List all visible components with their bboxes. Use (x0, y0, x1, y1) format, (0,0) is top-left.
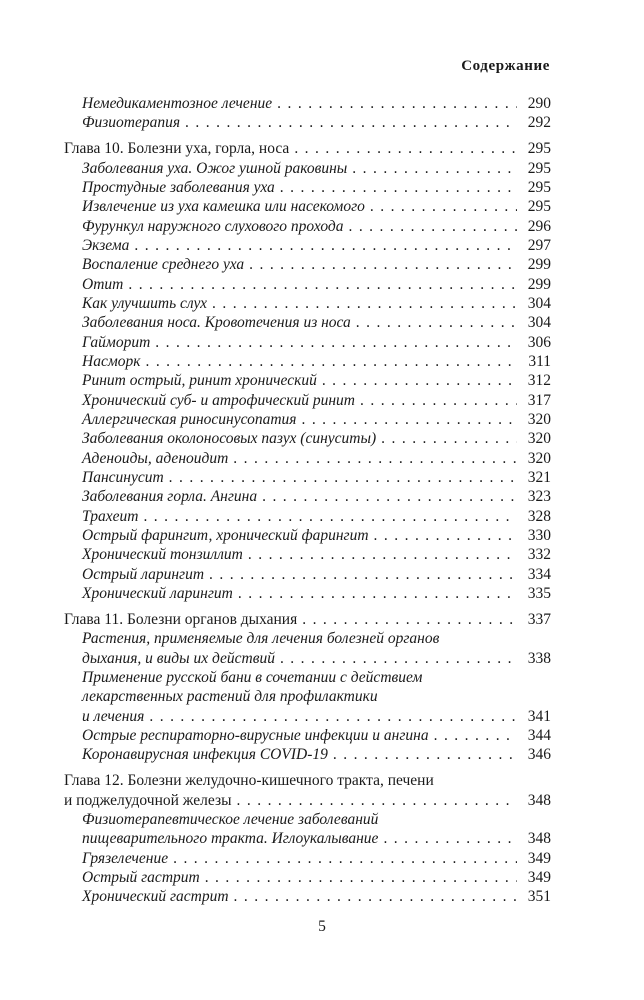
entry-title: лекарственных растений для профилактики (82, 688, 378, 706)
toc-subentry[interactable] (64, 294, 551, 313)
toc-subentry[interactable] (64, 410, 551, 429)
toc-subentry[interactable] (64, 429, 551, 448)
entry-page-number: 346 (527, 746, 551, 764)
leader-dots (150, 333, 517, 352)
toc-subentry[interactable] (64, 159, 551, 178)
leader-dots (289, 139, 517, 158)
toc-subentry[interactable] (64, 217, 551, 236)
entry-title: Применение русской бани в сочетании с действием (82, 668, 423, 686)
toc-section (64, 610, 551, 765)
leader-dots (244, 255, 517, 274)
entry-page-number: 334 (527, 565, 551, 583)
toc-subentry[interactable] (64, 565, 551, 584)
entry-page-number: 304 (527, 314, 551, 332)
entry-page-number: 292 (527, 114, 551, 132)
toc-subentry[interactable] (64, 391, 551, 410)
entry-title: Хронический гастрит (82, 888, 229, 906)
entry-page-number: 320 (527, 449, 551, 467)
leader-dots (229, 887, 517, 906)
leader-dots (347, 159, 517, 178)
toc-subentry[interactable] (64, 468, 551, 487)
toc-subentry[interactable] (64, 545, 551, 564)
entry-title: Заболевания горла. Ангина (82, 488, 258, 506)
toc-subentry[interactable] (64, 668, 551, 726)
entry-page-number: 299 (527, 256, 551, 274)
entry-title: Экзема (82, 236, 130, 254)
leader-dots (317, 371, 517, 390)
entry-page-number: 330 (527, 527, 551, 545)
entry-page-number: 321 (527, 469, 551, 487)
leader-dots (138, 507, 517, 526)
leader-dots (257, 487, 517, 506)
toc-subentry[interactable] (64, 113, 551, 132)
entry-title: Физиотерапия (82, 114, 181, 132)
leader-dots (351, 313, 517, 332)
toc-subentry[interactable] (64, 526, 551, 545)
entry-title: Острый гастрит (82, 868, 200, 886)
entry-title: Острый фарингит, хронический фарингит (82, 527, 369, 545)
toc-subentry[interactable] (64, 810, 551, 849)
leader-dots (204, 565, 517, 584)
page-number: 5 (318, 918, 326, 935)
entry-page-number: 306 (527, 333, 551, 351)
entry-title: Заболевания околоносовых пазух (синуситы) (82, 430, 377, 448)
entry-title: Острые респираторно-вирусные инфекции и ангина (82, 727, 429, 744)
toc-chapter[interactable] (64, 610, 551, 629)
entry-page-number: 296 (527, 217, 551, 235)
leader-dots (243, 545, 517, 564)
toc-subentry[interactable] (64, 236, 551, 255)
leader-dots (343, 217, 517, 236)
entry-page-number: 304 (527, 294, 551, 312)
entry-page-number: 328 (527, 507, 551, 525)
entry-page-number: 311 (528, 352, 551, 370)
toc-subentry[interactable] (64, 449, 551, 468)
toc-subentry[interactable] (64, 94, 551, 113)
entry-title: пищеварительного тракта. Иглоукалывание (82, 830, 379, 848)
toc-subentry[interactable] (64, 726, 551, 745)
entry-title: дыхания, и виды их действий (82, 649, 275, 667)
leader-dots (328, 745, 517, 764)
entry-title: Заболевания уха. Ожог ушной раковины (82, 159, 348, 177)
toc-subentry[interactable] (64, 629, 551, 668)
toc-subentry[interactable] (64, 178, 551, 197)
leader-dots (140, 352, 517, 371)
entry-title: Растения, применяемые для лечения болезней органов (82, 630, 440, 648)
entry-page-number: 295 (527, 140, 551, 158)
entry-title: Воспаление среднего уха (82, 256, 245, 274)
leader-dots (297, 610, 517, 629)
toc-section (64, 139, 551, 603)
leader-dots (200, 868, 517, 887)
toc-subentry[interactable] (64, 584, 551, 603)
leader-dots (365, 197, 517, 216)
entry-title: Пансинусит (82, 469, 164, 487)
entry-title: Извлечение из уха камешка или насекомого (82, 198, 365, 216)
entry-title: Коронавирусная инфекция COVID-19 (82, 746, 328, 764)
entry-page-number: 344 (527, 727, 551, 744)
leader-dots (233, 584, 517, 603)
entry-title: Трахеит (82, 507, 139, 525)
entry-page-number: 323 (527, 488, 551, 506)
entry-title: и лечения (82, 707, 145, 725)
toc-subentry[interactable] (64, 255, 551, 274)
entry-title: Ринит острый, ринит хронический (82, 372, 317, 390)
entry-title: Насморк (82, 352, 141, 370)
leader-dots (228, 449, 517, 468)
leader-dots (168, 849, 517, 868)
entry-page-number: 332 (527, 546, 551, 564)
entry-title: Глава 12. Болезни желудочно-кишечного тракта, печени (64, 772, 434, 790)
entry-page-number: 349 (527, 849, 551, 867)
entry-page-number: 297 (527, 236, 551, 254)
toc-subentry[interactable] (64, 333, 551, 352)
toc-subentry[interactable] (64, 849, 551, 868)
entry-title: Отит (82, 275, 124, 293)
toc-subentry[interactable] (64, 313, 551, 332)
entry-page-number: 320 (527, 411, 551, 428)
entry-page-number: 320 (527, 430, 551, 448)
entry-title: Аденоиды, аденоидит (82, 449, 229, 467)
toc-chapter[interactable] (64, 771, 551, 810)
entry-title: Фурункул наружного слухового прохода (82, 217, 344, 235)
leader-dots (275, 649, 517, 668)
entry-page-number: 351 (527, 888, 551, 906)
entry-title: Заболевания носа. Кровотечения из носа (82, 314, 351, 332)
entry-page-number: 299 (527, 275, 551, 293)
entry-title: Глава 11. Болезни органов дыхания (64, 610, 298, 628)
toc-subentry[interactable] (64, 487, 551, 506)
entry-page-number: 341 (527, 707, 551, 725)
entry-title: Аллергическая риносинусопатия (82, 411, 297, 428)
table-of-contents (64, 94, 551, 907)
toc-subentry[interactable] (64, 868, 551, 887)
leader-dots (378, 829, 517, 848)
leader-dots (164, 468, 517, 487)
entry-title: Физиотерапевтическое лечение заболеваний (82, 810, 379, 828)
toc-subentry[interactable] (64, 197, 551, 216)
leader-dots (232, 791, 517, 810)
entry-title: Грязелечение (82, 849, 169, 867)
entry-page-number: 295 (527, 178, 551, 196)
leader-dots (429, 726, 517, 745)
entry-page-number: 295 (527, 198, 551, 216)
entry-page-number: 348 (527, 791, 551, 809)
entry-page-number: 295 (527, 159, 551, 177)
entry-title: Глава 10. Болезни уха, горла, носа (64, 140, 290, 158)
toc-subentry[interactable] (64, 352, 551, 371)
leader-dots (275, 178, 517, 197)
leader-dots (272, 94, 517, 113)
leader-dots (180, 113, 517, 132)
entry-page-number: 337 (527, 610, 551, 628)
entry-title: Простудные заболевания уха (82, 178, 275, 196)
leader-dots (129, 236, 517, 255)
leader-dots (207, 294, 517, 313)
toc-chapter[interactable] (64, 139, 551, 158)
toc-subentry[interactable] (64, 371, 551, 390)
entry-title: Как улучшить слух (82, 294, 208, 312)
leader-dots (123, 275, 517, 294)
entry-title: Хронический ларингит (82, 585, 233, 603)
running-header: Содержание (461, 58, 550, 74)
toc-subentry[interactable] (64, 745, 551, 764)
entry-page-number: 317 (527, 391, 551, 409)
entry-title: Острый ларингит (82, 565, 205, 583)
entry-page-number: 349 (527, 868, 551, 886)
toc-section (64, 94, 551, 133)
leader-dots (296, 410, 517, 429)
entry-page-number: 290 (527, 95, 551, 112)
entry-title: Хронический суб- и атрофический ринит (82, 391, 355, 409)
entry-title: Немедикаментозное лечение (82, 95, 273, 112)
toc-subentry[interactable] (64, 275, 551, 294)
entry-title: Хронический тонзиллит (82, 546, 243, 564)
entry-page-number: 338 (527, 649, 551, 667)
leader-dots (369, 526, 517, 545)
leader-dots (376, 429, 517, 448)
leader-dots (144, 707, 517, 726)
entry-title: и поджелудочной железы (64, 791, 232, 809)
entry-title: Гайморит (82, 333, 151, 351)
leader-dots (355, 391, 517, 410)
entry-page-number: 312 (527, 372, 551, 390)
toc-subentry[interactable] (64, 887, 551, 906)
entry-page-number: 335 (527, 585, 551, 603)
toc-section (64, 771, 551, 906)
toc-subentry[interactable] (64, 507, 551, 526)
entry-page-number: 348 (527, 830, 551, 848)
